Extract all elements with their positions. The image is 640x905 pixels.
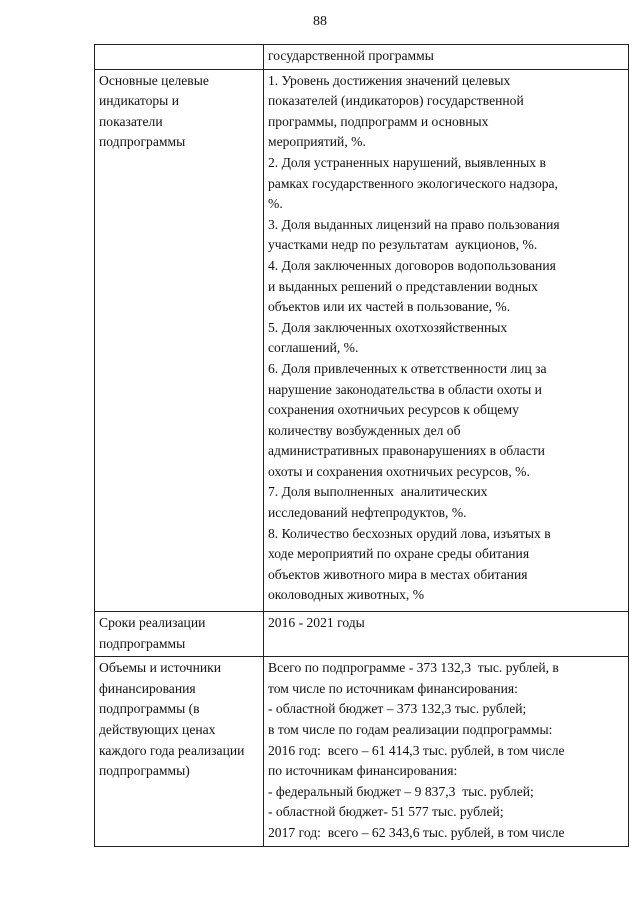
value-line: 2017 год: всего – 62 343,6 тыс. рублей, в том числе: [268, 824, 565, 840]
label-line: подпрограммы (в: [99, 701, 200, 717]
value-line: околоводных животных, %: [268, 587, 425, 603]
value-line: программы, подпрограмм и основных: [268, 113, 489, 129]
row-value-cell: [264, 657, 629, 846]
value-line: охоты и сохранения охотничьих ресурсов, %.: [268, 463, 530, 479]
value-line: том числе по источникам финансирования:: [268, 680, 518, 696]
label-line: финансирования: [99, 680, 196, 696]
label-line: индикаторы и: [99, 93, 179, 109]
label-line: показатели: [99, 113, 163, 129]
row-value-cell: [264, 45, 629, 70]
value-line: 2. Доля устраненных нарушений, выявленных в: [268, 154, 546, 170]
row-label-cell: [95, 657, 264, 846]
subprogram-passport-table: [94, 44, 629, 847]
value-line: объектов животного мира в местах обитания: [268, 566, 528, 582]
value-line: ходе мероприятий по охране среды обитания: [268, 546, 530, 562]
value-line: соглашений, %.: [268, 340, 359, 356]
value-line: участками недр по результатам аукционов, %.: [268, 237, 538, 253]
row-label-cell: [95, 45, 264, 70]
label-line: подпрограммы: [99, 134, 186, 150]
value-line: объектов или их частей в пользование, %.: [268, 299, 511, 315]
value-line: - областной бюджет- 51 577 тыс. рублей;: [268, 804, 504, 820]
label-line: подпрограммы: [99, 635, 186, 651]
value-line: 5. Доля заключенных охотхозяйственных: [268, 319, 508, 335]
row-value-cell: [264, 612, 629, 657]
row-label-cell: [95, 612, 264, 657]
value-line: 8. Количество бесхозных орудий лова, изъятых в: [268, 525, 551, 541]
table-row: [95, 612, 629, 657]
row-label-cell: [95, 69, 264, 611]
page-number: 88: [313, 14, 327, 29]
value-line: 4. Доля заключенных договоров водопользования: [268, 257, 556, 273]
value-line: мероприятий, %.: [268, 134, 366, 150]
value-line: нарушение законодательства в области охоты и: [268, 381, 542, 397]
value-line: Всего по подпрограмме - 373 132,3 тыс. рублей, в: [268, 660, 559, 676]
value-line: 2016 - 2021 годы: [268, 615, 365, 631]
label-line: подпрограммы): [99, 763, 190, 779]
value-line: 6. Доля привлеченных к ответственности лиц за: [268, 360, 547, 376]
value-line: - областной бюджет – 373 132,3 тыс. рублей;: [268, 701, 527, 717]
row-value-cell: [264, 69, 629, 611]
value-line: в том числе по годам реализации подпрограммы:: [268, 722, 553, 737]
passport-table-body: [95, 45, 629, 847]
value-line: 3. Доля выданных лицензий на право пользования: [268, 216, 560, 232]
label-line: Сроки реализации: [99, 615, 206, 631]
value-line: - федеральный бюджет – 9 837,3 тыс. рублей;: [268, 783, 534, 799]
table-row: [95, 45, 629, 70]
label-line: каждого года реализации: [99, 742, 245, 758]
value-line: административных правонарушениях в области: [268, 443, 545, 459]
value-line: по источникам финансирования:: [268, 763, 458, 779]
value-line: рамках государственного экологического надзора,: [268, 175, 558, 191]
value-line: 1. Уровень достижения значений целевых: [268, 72, 511, 88]
value-line: и выданных решений о представлении водных: [268, 278, 538, 294]
table-row: [95, 657, 629, 846]
label-line: действующих ценах: [99, 722, 216, 737]
value-line: исследований нефтепродуктов, %.: [268, 505, 467, 521]
table-row: [95, 69, 629, 611]
value-line: государственной программы: [268, 48, 434, 63]
value-line: количеству возбужденных дел об: [268, 422, 461, 438]
value-line: %.: [268, 196, 283, 212]
value-line: 7. Доля выполненных аналитических: [268, 484, 488, 500]
value-line: 2016 год: всего – 61 414,3 тыс. рублей, в том числе: [268, 742, 565, 758]
value-line: сохранения охотничьих ресурсов к общему: [268, 402, 519, 418]
label-line: Объемы и источники: [99, 660, 222, 676]
label-line: Основные целевые: [99, 72, 209, 88]
value-line: показателей (индикаторов) государственной: [268, 93, 524, 109]
